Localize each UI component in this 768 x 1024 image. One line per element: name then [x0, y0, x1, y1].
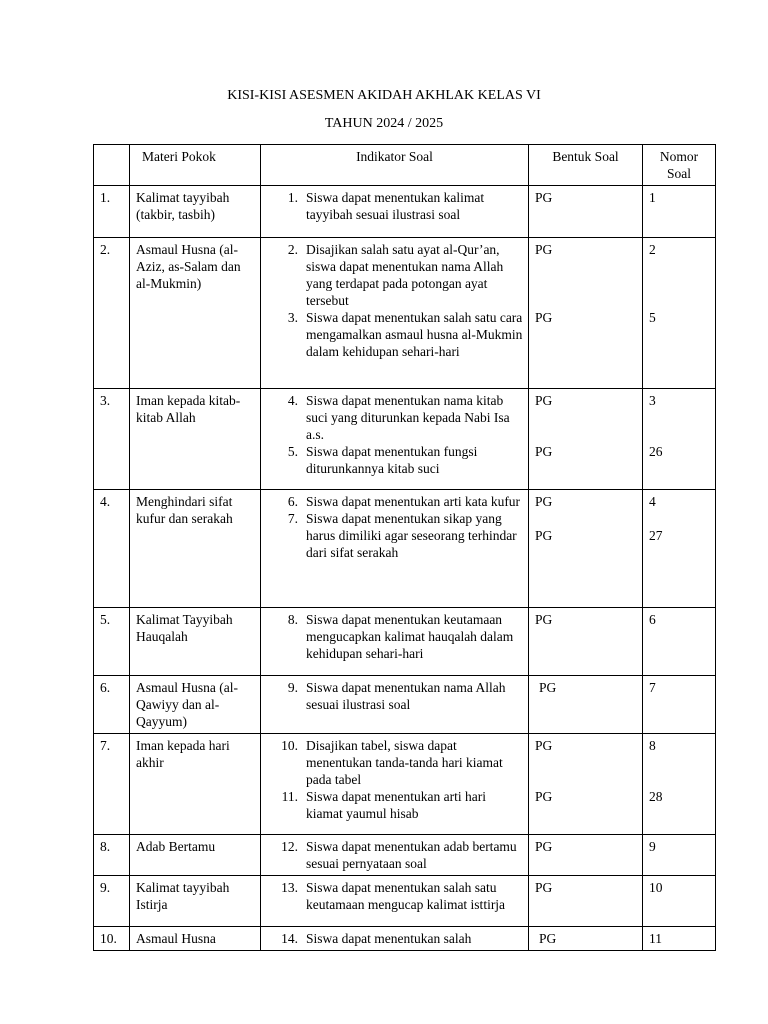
indikator-cell: [261, 927, 529, 951]
row-number: 10.: [94, 927, 130, 951]
materi-pokok: Kalimat Tayyibah Hauqalah: [130, 608, 261, 676]
indicator-text: Siswa dapat menentukan salah satu keutamaan mengucap kalimat isttirja: [306, 880, 506, 912]
bentuk-soal: PG: [539, 680, 557, 695]
indicator-item: [261, 737, 524, 788]
bentuk-cell: [529, 608, 643, 676]
nomor-soal: 6: [649, 612, 656, 627]
indicator-number: 7.: [287, 511, 298, 526]
materi-pokok: Asmaul Husna: [130, 927, 261, 951]
indicator-item: [261, 679, 524, 713]
bentuk-cell: [529, 734, 643, 835]
materi-pokok: Iman kepada kitab-kitab Allah: [130, 389, 261, 490]
bentuk-soal: PG: [535, 612, 553, 627]
indicator-number: 11.: [281, 789, 298, 804]
indicator-item: [261, 930, 524, 947]
nomor-cell: [643, 734, 716, 835]
bentuk-soal: PG: [535, 528, 553, 543]
nomor-soal: 8: [649, 738, 656, 753]
table-row: [94, 876, 716, 927]
nomor-soal: 4: [649, 494, 656, 509]
materi-pokok: Menghindari sifat kufur dan serakah: [130, 490, 261, 608]
header-indikator: Indikator Soal: [261, 145, 529, 186]
nomor-cell: [643, 490, 716, 608]
indicator-text: Siswa dapat menentukan adab bertamu sesuai pernyataan soal: [306, 839, 517, 871]
indicator-item: [261, 189, 524, 223]
header-nomor: Nomor Soal: [643, 145, 716, 186]
nomor-cell: [643, 238, 716, 389]
indicator-number: 2.: [287, 242, 298, 257]
indikator-cell: [261, 608, 529, 676]
indicator-item: [261, 493, 524, 510]
indicator-text: Siswa dapat menentukan nama Allah sesuai ilustrasi soal: [306, 680, 506, 712]
row-number: 9.: [94, 876, 130, 927]
bentuk-soal: PG: [539, 931, 557, 946]
indicator-number: 9.: [287, 680, 298, 695]
nomor-soal: 5: [649, 310, 656, 325]
table-row: [94, 608, 716, 676]
indikator-cell: [261, 734, 529, 835]
indicator-text: Siswa dapat menentukan salah satu cara mengamalkan asmaul husna al-Mukmin dalam kehidupan sehari-hari: [306, 310, 523, 359]
row-number: 2.: [94, 238, 130, 389]
indicator-item: [261, 879, 524, 913]
table-row: [94, 835, 716, 876]
indicator-number: 8.: [287, 612, 298, 627]
indicator-text: Disajikan salah satu ayat al-Qur’an, siswa dapat menentukan nama Allah yang terdapat pada potongan ayat tersebut: [306, 242, 504, 308]
nomor-soal: 3: [649, 393, 656, 408]
bentuk-cell: [529, 490, 643, 608]
bentuk-cell: [529, 238, 643, 389]
indicator-item: [261, 838, 524, 872]
nomor-cell: [643, 927, 716, 951]
document-subtitle: TAHUN 2024 / 2025: [324, 116, 444, 131]
indicator-text: Disajikan tabel, siswa dapat menentukan tanda-tanda hari kiamat pada tabel: [306, 738, 503, 787]
nomor-soal: 7: [649, 680, 656, 695]
indicator-item: [261, 510, 524, 561]
materi-pokok: Iman kepada hari akhir: [130, 734, 261, 835]
row-number: 5.: [94, 608, 130, 676]
table-row: [94, 734, 716, 835]
kisi-kisi-table: [93, 144, 716, 951]
indikator-cell: [261, 389, 529, 490]
bentuk-soal: PG: [535, 310, 553, 325]
table-row: [94, 927, 716, 951]
indicator-number: 13.: [281, 880, 298, 895]
indicator-text: Siswa dapat menentukan arti hari kiamat yaumul hisab: [306, 789, 486, 821]
materi-pokok: Asmaul Husna (al-Aziz, as-Salam dan al-Mukmin): [130, 238, 261, 389]
nomor-soal: 10: [649, 880, 663, 895]
indicator-text: Siswa dapat menentukan keutamaan mengucapkan kalimat hauqalah dalam kehidupan sehari-hari: [306, 612, 514, 661]
table-row: [94, 490, 716, 608]
bentuk-cell: [529, 389, 643, 490]
table-row: [94, 238, 716, 389]
row-number: 4.: [94, 490, 130, 608]
table-row: [94, 676, 716, 734]
indicator-number: 10.: [281, 738, 298, 753]
bentuk-soal: PG: [535, 738, 553, 753]
indicator-text: Siswa dapat menentukan fungsi diturunkannya kitab suci: [306, 444, 478, 476]
indicator-item: [261, 611, 524, 662]
indicator-text: Siswa dapat menentukan salah: [306, 931, 472, 946]
nomor-soal: 27: [649, 528, 663, 543]
nomor-cell: [643, 876, 716, 927]
bentuk-soal: PG: [535, 444, 553, 459]
nomor-cell: [643, 389, 716, 490]
nomor-cell: [643, 608, 716, 676]
bentuk-soal: PG: [535, 242, 553, 257]
document-title: KISI-KISI ASESMEN AKIDAH AKHLAK KELAS VI: [227, 88, 541, 103]
indikator-cell: [261, 238, 529, 389]
nomor-cell: [643, 835, 716, 876]
bentuk-cell: [529, 676, 643, 734]
indicator-item: [261, 241, 524, 309]
nomor-soal: 1: [649, 190, 656, 205]
row-number: 8.: [94, 835, 130, 876]
indikator-cell: [261, 876, 529, 927]
header-bentuk: Bentuk Soal: [529, 145, 643, 186]
header-materi: Materi Pokok: [130, 145, 261, 186]
materi-pokok: Asmaul Husna (al-Qawiyy dan al-Qayyum): [130, 676, 261, 734]
indicator-number: 14.: [281, 931, 298, 946]
row-number: 1.: [94, 186, 130, 238]
indicator-text: Siswa dapat menentukan sikap yang harus dimiliki agar seseorang terhindar dari sifat serakah: [306, 511, 517, 560]
indikator-cell: [261, 676, 529, 734]
indicator-item: [261, 392, 524, 443]
indicator-number: 5.: [287, 444, 298, 459]
bentuk-cell: [529, 835, 643, 876]
table-row: [94, 186, 716, 238]
bentuk-soal: PG: [535, 789, 553, 804]
nomor-soal: 2: [649, 242, 656, 257]
nomor-cell: [643, 186, 716, 238]
bentuk-soal: PG: [535, 880, 553, 895]
indicator-text: Siswa dapat menentukan arti kata kufur: [306, 494, 521, 509]
indicator-number: 4.: [287, 393, 298, 408]
bentuk-soal: PG: [535, 190, 553, 205]
indicator-number: 3.: [287, 310, 298, 325]
indicator-number: 6.: [287, 494, 298, 509]
indicator-number: 1.: [287, 190, 298, 205]
bentuk-soal: PG: [535, 839, 553, 854]
indicator-text: Siswa dapat menentukan kalimat tayyibah sesuai ilustrasi soal: [306, 190, 485, 222]
materi-pokok: Kalimat tayyibah (takbir, tasbih): [130, 186, 261, 238]
header-no: [94, 145, 130, 186]
table-row: [94, 389, 716, 490]
bentuk-soal: PG: [535, 494, 553, 509]
materi-pokok: Kalimat tayyibah Istirja: [130, 876, 261, 927]
indicator-text: Siswa dapat menentukan nama kitab suci yang diturunkan kepada Nabi Isa a.s.: [306, 393, 510, 442]
row-number: 7.: [94, 734, 130, 835]
bentuk-cell: [529, 927, 643, 951]
indikator-cell: [261, 490, 529, 608]
row-number: 3.: [94, 389, 130, 490]
nomor-cell: [643, 676, 716, 734]
nomor-soal: 26: [649, 444, 663, 459]
indikator-cell: [261, 186, 529, 238]
indicator-item: [261, 309, 524, 360]
materi-pokok: Adab Bertamu: [130, 835, 261, 876]
table-header-row: [94, 145, 716, 186]
indikator-cell: [261, 835, 529, 876]
bentuk-soal: PG: [535, 393, 553, 408]
nomor-soal: 28: [649, 789, 663, 804]
bentuk-cell: [529, 186, 643, 238]
nomor-soal: 9: [649, 839, 656, 854]
row-number: 6.: [94, 676, 130, 734]
nomor-soal: 11: [649, 931, 662, 946]
indicator-number: 12.: [281, 839, 298, 854]
bentuk-cell: [529, 876, 643, 927]
indicator-item: [261, 788, 524, 822]
indicator-item: [261, 443, 524, 477]
